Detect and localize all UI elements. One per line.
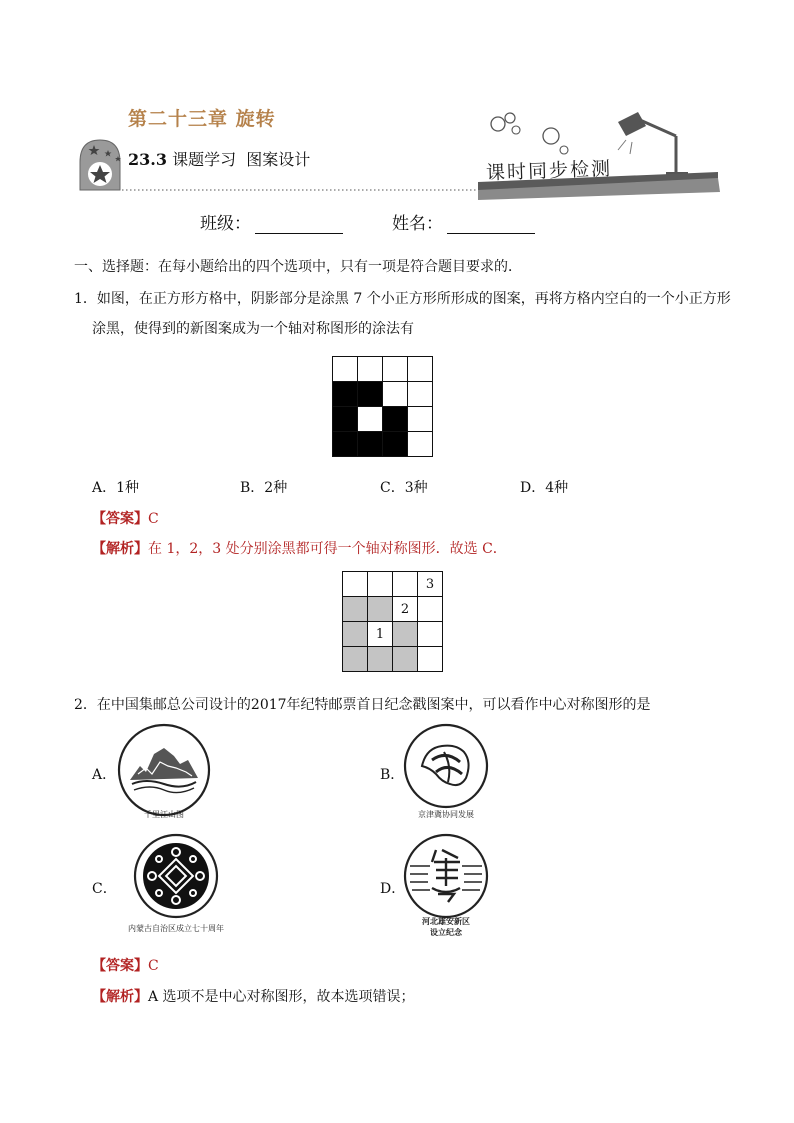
answer-tag: 【答案】 [92,958,148,974]
q1-option-c[interactable]: C．3种 [380,480,428,496]
class-blank[interactable] [255,215,343,234]
solution-grid-cell [343,572,368,597]
q1-line2: 涂黑，使得到的新图案成为一个轴对称图形的涂法有 [92,321,414,337]
grid-cell [383,357,408,382]
section-name: 课题学习 图案设计 [172,150,311,169]
answer-tag: 【答案】 [92,511,148,527]
desk-lamp-icon [618,112,688,176]
banner-text: 课时同步检测 [485,157,613,185]
q2-stem: 2．在中国集邮总公司设计的2017年纪特邮票首日纪念戳图案中，可以看作中心对称图形的是 [74,697,651,713]
analysis-tag: 【解析】 [92,541,148,557]
name-label: 姓名： [392,214,443,234]
q1-grid [332,356,433,457]
q2-option-a[interactable]: A． [92,767,117,783]
chapter-title: 第二十三章 旋转 [128,108,276,130]
solution-grid-cell [343,647,368,672]
solution-grid-cell [418,647,443,672]
q2-answer [92,955,159,977]
caption-a: 千里江山图 [144,810,184,819]
stamp-endless-knot-icon[interactable] [132,832,220,920]
grid-cell [383,432,408,457]
stamp-xiongan-icon[interactable] [402,832,490,920]
q2-option-c[interactable]: C． [92,881,117,897]
grid-cell [358,407,383,432]
bubble-icon [491,117,505,131]
answer-value: C [148,511,159,527]
caption-b: 京津冀协同发展 [418,810,474,819]
part1-heading: 一、选择题：在每小题给出的四个选项中，只有一项是符合题目要求的． [74,259,522,275]
analysis-text: 在 1，2，3 处分别涂黑都可得一个轴对称图形．故选 C． [148,541,507,557]
section-number: 23.3 [128,150,167,169]
stamp-knot-icon[interactable] [402,722,490,810]
caption-d-line1: 河北雄安新区 [422,917,470,926]
grid-cell [333,432,358,457]
caption-c: 内蒙古自治区成立七十周年 [128,924,224,933]
solution-grid-cell: 3 [418,572,443,597]
solution-grid-cell [368,647,393,672]
grid-cell [408,357,433,382]
q1-option-a[interactable]: A．1种 [92,480,140,496]
q1-line1: 1．如图，在正方形方格中，阴影部分是涂黑 7 个小正方形所形成的图案，再将方格内空白的一个小正方形 [74,291,731,307]
q1-answer [92,508,159,530]
solution-grid-cell [418,622,443,647]
q2-option-d[interactable]: D． [380,881,406,897]
caption-d-line2: 设立纪念 [430,928,462,937]
answer-value: C [148,958,159,974]
name-field [392,209,535,234]
solution-grid-cell [368,572,393,597]
grid-cell [333,407,358,432]
class-field [200,209,343,234]
name-blank[interactable] [447,215,535,234]
grid-cell [358,382,383,407]
q1-option-d[interactable]: D．4种 [520,480,569,496]
section-title [128,147,310,170]
q2-option-b[interactable]: B． [380,767,405,783]
grid-cell [408,382,433,407]
grid-cell [333,357,358,382]
q1-analysis [92,538,507,560]
class-label: 班级： [200,214,251,234]
solution-grid-cell: 1 [368,622,393,647]
analysis-tag: 【解析】 [92,989,148,1005]
grid-cell [333,382,358,407]
grid-cell [408,407,433,432]
solution-grid-cell: 2 [393,597,418,622]
solution-grid-cell [393,647,418,672]
grid-cell [358,432,383,457]
q2-analysis [92,986,415,1008]
q1-solution-grid [342,571,443,672]
solution-grid-cell [393,622,418,647]
grid-cell [358,357,383,382]
stamp-mountain-icon[interactable] [116,722,212,818]
solution-grid-cell [343,597,368,622]
q1-option-b[interactable]: B．2种 [240,480,288,496]
solution-grid-cell [368,597,393,622]
caption-d [398,916,494,938]
grid-cell [408,432,433,457]
solution-grid-cell [418,597,443,622]
solution-grid-cell [343,622,368,647]
analysis-text: A 选项不是中心对称图形，故本选项错误； [148,989,415,1005]
grid-cell [383,382,408,407]
grid-cell [383,407,408,432]
solution-grid-cell [393,572,418,597]
